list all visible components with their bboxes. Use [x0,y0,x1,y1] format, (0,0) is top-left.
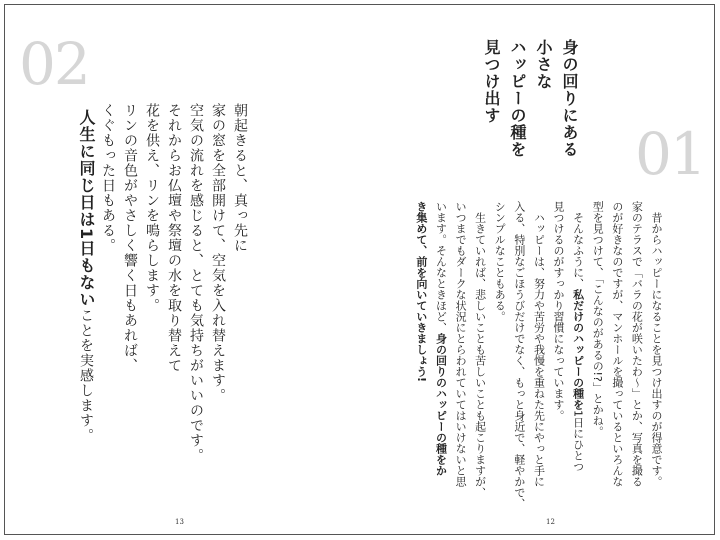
body-segment: 家のテラスで「バラの花が咲いたわ〜」とか、写真を撮る [630,201,644,487]
body-segment: います。そんなときほど、 [434,201,448,333]
right-body-line [548,201,568,501]
page-number-left: 13 [175,518,184,526]
right-body-line [627,201,647,501]
emphasis-bold-text: 人生に同じ日は1日もない [77,109,96,309]
body-segment: シンプルなこともある。 [493,201,507,322]
body-bold-segment: 私だけのハッピーの種を [571,289,585,410]
right-heading [478,39,582,219]
left-body-line: 空気の流れを感じると、とても気持ちがいいのです。 [188,103,204,463]
body-segment: 型を見つけて、「こんなのがあるの!?」とかね。 [591,201,605,437]
heading-line: 見つけ出す [482,39,501,124]
right-body-line [646,201,666,501]
body-segment: 1日にひとつ [571,410,585,472]
left-body-line: 花を供え、リンを鳴らします。 [144,103,160,313]
body-segment: 昔からハッピーになることを見つけ出すのが得意です。 [650,201,663,487]
left-body-line: 朝起きると、真っ先に [232,103,248,253]
body-segment: そんなふうに、 [571,201,585,289]
right-body-line [431,201,451,501]
heading-line: 身の回りにある [560,39,579,158]
page-number-right: 12 [546,518,555,526]
right-body-line [607,201,627,501]
body-bold-segment: き集めて、前を向いていきましょう! [414,201,428,383]
chapter-number-02: 02 [19,30,89,98]
left-emphasis-line [74,109,98,449]
body-segment: ハッピーは、努力や苦労や我慢を重ねた先にやっと手に [532,201,546,487]
heading-line: ハッピーの種を [508,39,527,158]
body-segment: 見つけるのがすっかり習慣になっています。 [552,201,566,421]
right-body-line [411,201,431,501]
book-spread [4,4,715,535]
right-body-line [588,201,608,501]
left-body-line: くぐもった日もある。 [100,103,116,253]
emphasis-rest-text: ことを実感します。 [78,308,94,444]
right-body-text [411,201,666,509]
body-segment: のが好きなのですが、マンホールを撮っているといろんな [610,201,624,487]
left-body-line: リンの音色がやさしく響く日もあれば、 [122,103,138,373]
heading-line: 小さな [534,39,553,90]
body-segment: いつまでもダークな状況にとらわれていてはいけないと思 [454,201,468,487]
body-segment: 生きていれば、悲しいことも苦しいことも起こりますが、 [473,201,487,498]
chapter-number-01: 01 [635,120,705,188]
left-body-text [97,103,251,463]
left-body-line: 家の窓を全部開けて、空気を入れ替えます。 [210,103,226,403]
body-segment: 入る、特別なごほうびだけでなく、もっと身近で、軽やかで、 [512,201,526,509]
right-body-line [450,201,470,501]
right-body-line [470,201,490,501]
right-body-line [568,201,588,501]
right-body-line [490,201,510,501]
right-body-line [509,201,529,509]
left-body-line: それからお仏壇や祭壇の水を取り替えて [166,103,182,373]
body-bold-segment: 身の回りのハッピーの種をか [434,333,448,476]
right-body-line [529,201,549,501]
